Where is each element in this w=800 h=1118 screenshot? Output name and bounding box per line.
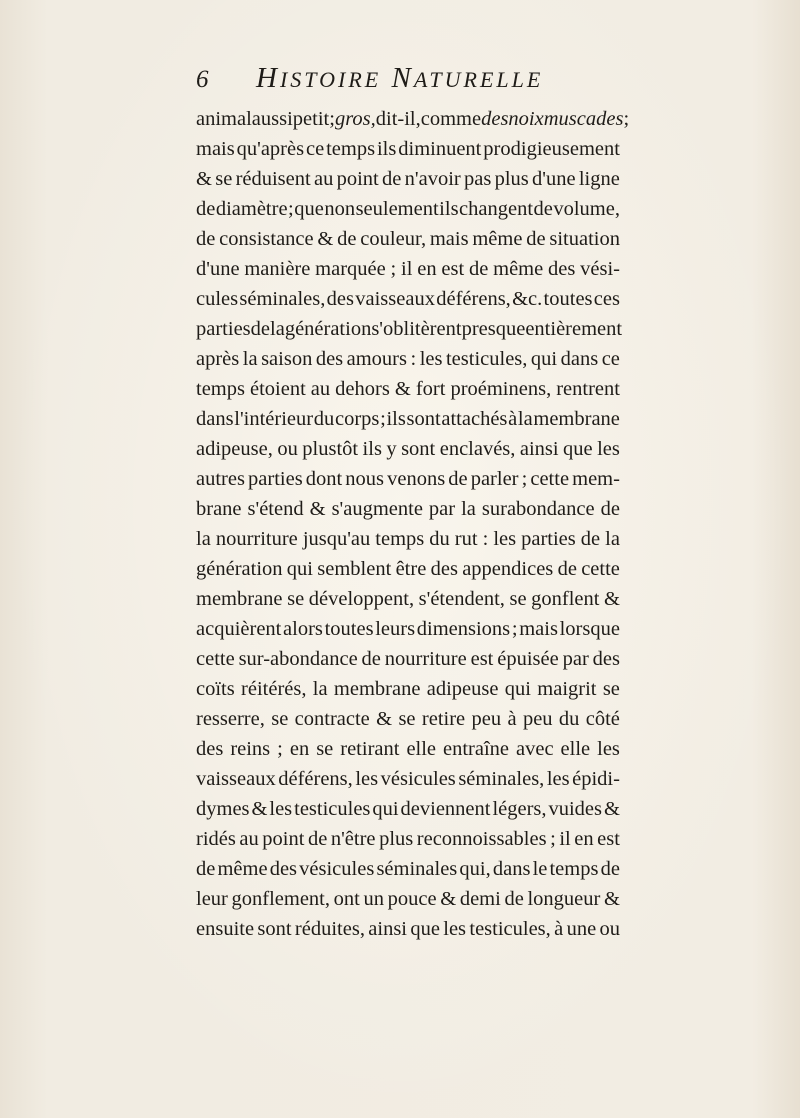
text-line: dymes & les testicules qui deviennent légers, vuides & (196, 798, 620, 820)
text-line: cette sur-abondance de nourriture est épuisée par des (196, 648, 620, 670)
text-line: des reins ; en se retirant elle entraîne avec elle les (196, 738, 620, 760)
text-line: de même des vésicules séminales qui, dans le temps de (196, 858, 620, 880)
text-line: temps étoient au dehors & fort proéminens, rentrent (196, 378, 620, 400)
body-text (196, 104, 630, 944)
text-line: dans l'intérieur du corps ; ils sont attachés à la membrane (196, 408, 620, 430)
text-line: & se réduisent au point de n'avoir pas plus d'une ligne (196, 168, 620, 190)
text-line: après la saison des amours : les testicules, qui dans ce (196, 348, 620, 370)
page-number: 6 (196, 66, 209, 93)
text-line: ridés au point de n'être plus reconnoissables ; il en est (196, 828, 620, 850)
text-line: adipeuse, ou plustôt ils y sont enclavés, ainsi que les (196, 438, 620, 460)
running-title: HISTOIRE NATURELLE (256, 62, 544, 94)
text-line: leur gonflement, ont un pouce & demi de longueur & (196, 888, 620, 910)
text-line: animal aussi petit ; gros, dit-il, comme des noix muscades ; (196, 108, 630, 130)
text-line: autres parties dont nous venons de parler ; cette mem- (196, 468, 620, 490)
text-line: génération qui semblent être des appendices de cette (196, 558, 620, 580)
text-line: cules séminales, des vaisseaux déférens, &c. toutes ces (196, 288, 620, 310)
text-line: resserre, se contracte & se retire peu à peu du côté (196, 708, 620, 730)
text-line: d'une manière marquée ; il en est de même des vési- (196, 258, 620, 280)
text-line: parties de la génération s'oblitèrent presque entièrement (196, 318, 623, 340)
text-line: mais qu'après ce temps ils diminuent prodigieusement (196, 138, 620, 160)
text-line: coïts réitérés, la membrane adipeuse qui maigrit se (196, 678, 620, 700)
text-line: de consistance & de couleur, mais même de situation (196, 228, 620, 250)
page-header (196, 62, 616, 102)
text-line: ensuite sont réduites, ainsi que les testicules, à une ou (196, 918, 620, 940)
text-line: membrane se développent, s'étendent, se gonflent & (196, 588, 620, 610)
text-line: brane s'étend & s'augmente par la surabondance de (196, 498, 620, 520)
text-line: de diamètre ; que non seulement ils changent de volume, (196, 198, 620, 220)
text-line: la nourriture jusqu'au temps du rut : les parties de la (196, 528, 620, 550)
text-line: vaisseaux déférens, les vésicules séminales, les épidi- (196, 768, 620, 790)
text-line: acquièrent alors toutes leurs dimensions ; mais lorsque (196, 618, 620, 640)
